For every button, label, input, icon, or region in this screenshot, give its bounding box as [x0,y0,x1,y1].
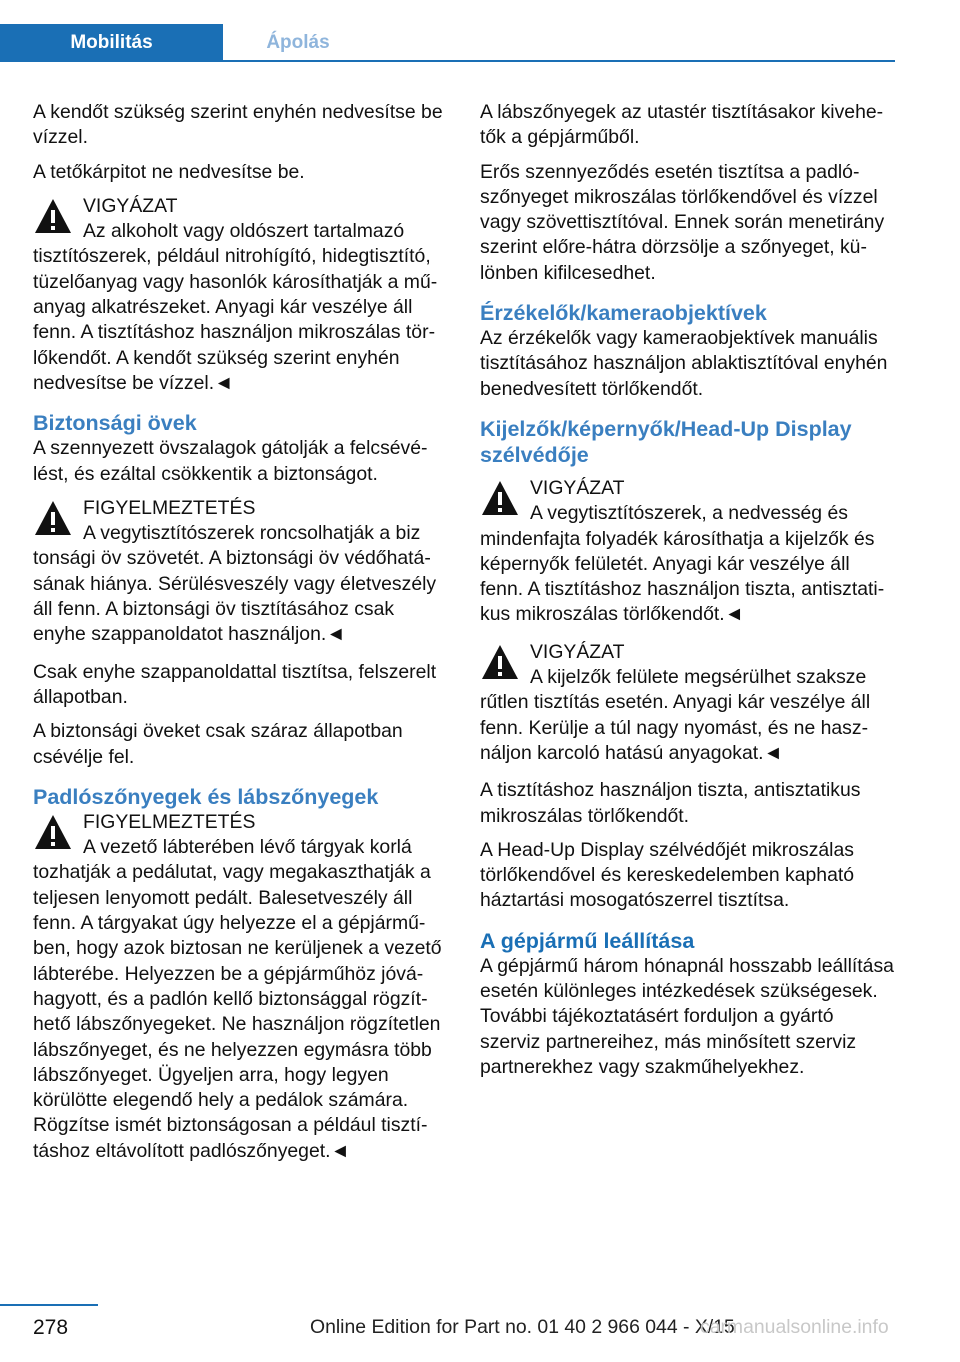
warning-text: Az alkoholt vagy oldószert tartalmazó [83,220,405,243]
warning-text: rűtlen tisztítás esetén. Anyagi kár veszélye áll fenn. Kerülje a túl nagy nyomást, és ne használjon karcoló hatású anyagokat.◄ [480,691,871,764]
warning-title: VIGYÁZAT [530,640,625,663]
warning-text: tisztítószerek, például nitrohígító, hidegtisztító, tüzelőanyag vagy hasonlók károsíthatják a műanyag alkatrészeket. Anyagi kár veszélye áll fenn. A tisztításhoz használjon mikroszálas törlőkendőt. A kendőt szükség szerint enyhén nedvesítse be vízzel.◄ [33,245,438,394]
warning-block [33,810,451,1164]
section-heading: A gépjármű leállítása [480,928,695,953]
warning-block [33,496,451,648]
edition-text: Online Edition for Part no. 01 40 2 966 044 - X/15 [310,1316,735,1338]
paragraph: A szennyezett övszalagok gátolják a felcsévélést, és ezáltal csökkentik a biztonságot. [33,437,428,485]
tab-apolas[interactable]: Ápolás [266,32,330,53]
warning-triangle-icon [480,642,520,682]
paragraph: A tisztításhoz használjon tiszta, antisztatikus mikroszálas törlőkendőt. [480,779,861,827]
paragraph: Az érzékelők vagy kameraobjektívek manuális tisztításához használjon ablaktisztítóval enyhén benedvesített törlőkendőt. [480,327,888,400]
paragraph: A kendőt szükség szerint enyhén nedvesítse be vízzel. [33,101,443,149]
warning-triangle-icon [33,196,73,236]
warning-text: A kijelzők felülete megsérülhet szaksze [530,666,867,689]
paragraph: A lábszőnyegek az utastér tisztításakor kivehetők a gépjárműből. [480,101,884,149]
paragraph: Erős szennyeződés esetén tisztítsa a padlószőnyeget mikroszálas törlőkendővel és vízzel vagy szövettisztítóval. Ennek során menetirány szerint előre-hátra dörzsölje a szőnyeget, különben kifilcesedhet. [480,160,885,284]
warning-title: FIGYELMEZTETÉS [83,810,256,833]
warning-triangle-icon [33,498,73,538]
paragraph: A biztonsági öveket csak száraz állapotban csévélje fel. [33,720,403,768]
right-column [480,100,898,1089]
warning-title: FIGYELMEZTETÉS [83,496,256,519]
header-divider [0,60,895,62]
warning-triangle-icon [33,812,73,852]
warning-text: A vegytisztítószerek, a nedvesség és [530,502,848,525]
warning-text: A vegytisztítószerek roncsolhatják a biz [83,522,421,545]
tab-mobilitas[interactable]: Mobilitás [0,24,223,62]
warning-block [33,194,451,396]
warning-title: VIGYÁZAT [530,476,625,499]
paragraph: Csak enyhe szappanoldattal tisztítsa, felszerelt állapotban. [33,660,437,708]
warning-text: mindenfajta folyadék károsíthatja a kijelzők és képernyők felületét. Anyagi kár veszélye áll fenn. A tisztításhoz használjon tiszta, antisztatikus mikroszálas törlőkendőt.◄ [480,527,885,626]
warning-title: VIGYÁZAT [83,194,178,217]
paragraph: A Head-Up Display szélvédőjét mikroszálas törlőkendővel és kereskedelemben kapható háztartási mosogatószerrel tisztítsa. [480,838,855,912]
warning-block [480,640,898,766]
paragraph: A gépjármű három hónapnál hosszabb leállítása esetén különleges intézkedések szükségesek. További tájékoztatásért forduljon a gyártó szerviz partnereihez, más minősített szerviz partnerekhez vagy szakműhelyekhez. [480,954,894,1078]
section-heading: Érzékelők/kameraobjektívek [480,301,767,326]
warning-block [480,476,898,628]
warning-text: tonsági öv szövetét. A biztonsági öv védőhatásának hiánya. Sérülésveszély vagy életveszély áll fenn. A biztonsági öv tisztításához csak enyhe szappanoldatot használjon.◄ [33,547,437,646]
header-bar [0,0,960,62]
footer-divider [0,1304,98,1306]
page-number: 278 [33,1316,69,1339]
warning-text: tozhatják a pedálutat, vagy megakaszthatják a teljesen lenyomott pedált. Balesetveszély áll fenn. A tárgyakat úgy helyezze el a gépjárműben, hogy azok biztosan ne kerüljenek a vezető lábterébe. Helyezzen be a gépjárműhöz jóváhagyott, és a padlón kellő biztonsággal rögzíthető lábszőnyegeket. Ne használjon rögzítetlen lábszőnyeget, és ne helyezzen egymásra több lábszőnyeget. Ügyeljen arra, hogy legyen körülötte elegendő hely a pedálok számára. Rögzítse ismét biztonságosan a például tisztításhoz eltávolított padlószőnyeget.◄ [33,861,442,1162]
section-heading: Biztonsági övek [33,411,197,436]
left-column [33,100,451,1176]
section-heading: Kijelzők/képernyők/Head-Up Display szélvédője [480,416,852,467]
watermark: carmanualsonline.info [700,1316,889,1338]
paragraph: A tetőkárpitot ne nedvesítse be. [33,160,305,183]
warning-text: A vezető lábterében lévő tárgyak korlá [83,836,412,859]
section-heading: Padlószőnyegek és lábszőnyegek [33,784,379,809]
warning-triangle-icon [480,478,520,518]
